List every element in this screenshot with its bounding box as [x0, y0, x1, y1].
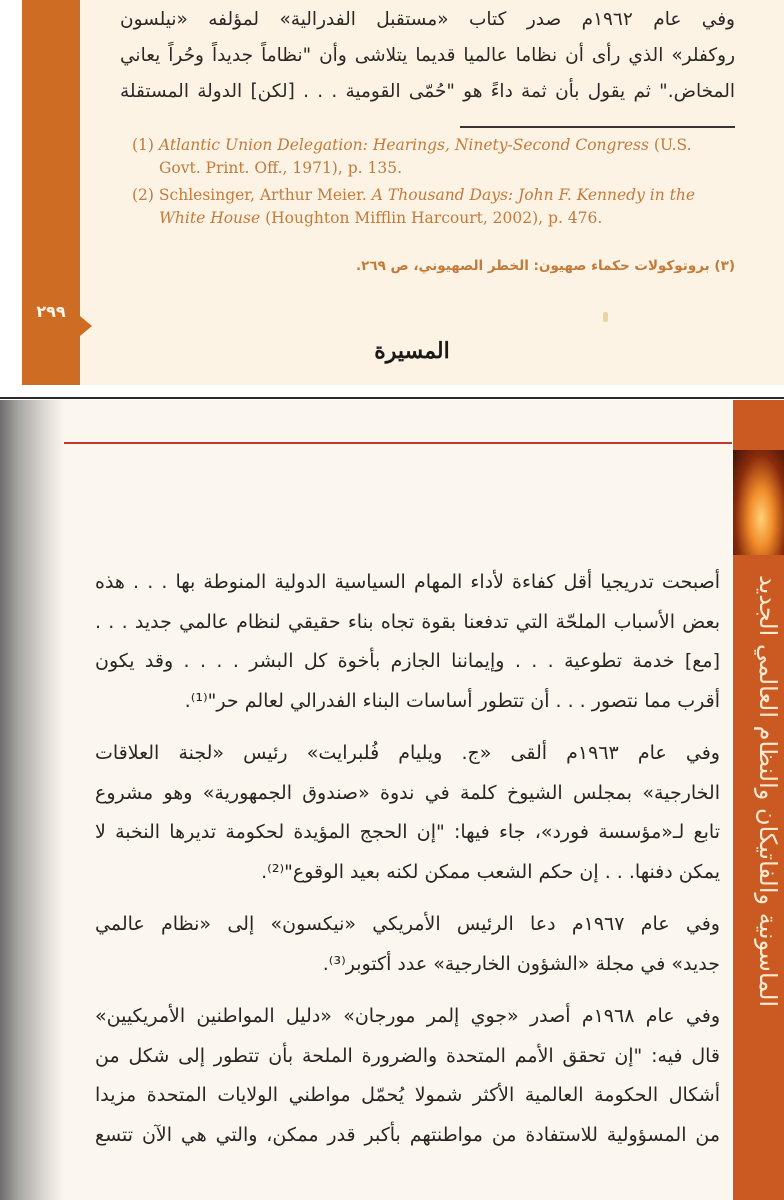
footnote-title: Atlantic Union Delegation: Hearings, Ninety-Second Congress: [158, 136, 649, 154]
calligraphy-logo: المسيرة: [374, 338, 450, 364]
body-line: وفي عام ١٩٦٨م أصدر «جوي إلمر مورجان» «دليل المواطنين الأمريكيين»: [95, 1005, 720, 1027]
body-line: أصبحت تدريجيا أقل كفاءة لأداء المهام السياسية الدولية المنوطة بها . . . هذه: [95, 571, 720, 593]
footnote-second-line: [132, 207, 732, 230]
footnote-title: A Thousand Days: John F. Kennedy in the: [371, 186, 696, 204]
paragraph-gap: [95, 984, 720, 997]
body-line: [مع] خدمة تطوعية . . . وإيماننا الجازم بأخوة كل البشر . . . . وقد يكون: [95, 650, 720, 672]
paper-speck: [603, 312, 608, 322]
header-rule: [64, 442, 732, 444]
footnote-1: [132, 134, 732, 180]
footnote-text: (Houghton Mifflin Harcourt, 2002), p. 476.: [265, 209, 603, 227]
footnote-title: White House: [159, 209, 261, 227]
body-line: روكفلر» الذي رأى أن نظاما عالميا قديما يتلاشى وأن "نظاماً جديداً وحُراً يعاني: [120, 45, 735, 66]
body-line: من المسؤولية للاستفادة من مواطنتهم بأكبر قدر ممكن، والتي هي الآن تتسع: [95, 1123, 720, 1146]
body-line: قال فيه: "إن تحقق الأمم المتحدة والضرورة الملحة بأن تتطور إلى شكل من: [95, 1044, 720, 1067]
footnote-2: [132, 184, 732, 230]
top-page-body-text: [120, 2, 735, 110]
body-line: تابع لـ«مؤسسة فورد»، جاء فيها: "إن الحجج المؤيدة لحكومة تديرها النخبة لا: [95, 821, 720, 843]
footnote-number: (1): [132, 136, 154, 154]
paragraph-gap: [95, 892, 720, 905]
body-line: أقرب مما نتصور . . . أن تتطور أساسات البناء الفدرالي لعالم حر"⁽¹⁾.: [184, 689, 720, 712]
footnote-3: (٣) بروتوكولات حكماء صهيون: الخطر الصهيوني، ص ٢٦٩.: [355, 258, 735, 274]
paragraph-gap: [95, 721, 720, 734]
bottom-page: [0, 400, 784, 1200]
footnotes: [132, 134, 732, 234]
page-number: ٢٩٩: [36, 302, 66, 321]
running-title: الماسونية والفاتيكان والنظام العالمي الجديد: [754, 575, 782, 1008]
bottom-page-body-text: [95, 563, 720, 1155]
top-page-side-bar: [22, 0, 80, 385]
footnote-divider: [460, 126, 735, 128]
body-line: الخارجية» بمجلس الشيوخ كلمة في ندوة «صندوق الجمهورية» وهو مشروع: [95, 781, 720, 804]
page-separator: [0, 397, 784, 399]
body-line: بعض الأسباب الملحّة التي تدفعنا بقوة تجاه بناء حقيقي لنظام عالمي جديد . . .: [95, 610, 720, 633]
book-spine-shadow: [0, 400, 64, 1200]
body-line: وفي عام ١٩٦٧م دعا الرئيس الأمريكي «نيكسون» إلى «نظام عالمي: [95, 913, 720, 935]
body-line: أشكال الحكومة العالمية الأكثر شمولا يُحمّل مواطني الولايات المتحدة مزيدا: [95, 1084, 720, 1106]
footnote-number: (2): [132, 186, 154, 204]
flame-image: [733, 450, 784, 555]
footnote-text: Govt. Print. Off., 1971), p. 135.: [159, 159, 402, 177]
footnote-text: (U.S.: [653, 136, 692, 154]
body-line: جديد» في مجلة «الشؤون الخارجية» عدد أكتوبر⁽³⁾.: [322, 952, 720, 975]
body-line: وفي عام ١٩٦٣م ألقى «ج. ويليام فُلبرايت» رئيس «لجنة العلاقات: [95, 742, 720, 764]
footnote-author: Schlesinger, Arthur Meier.: [158, 186, 367, 204]
body-line: يمكن دفنها. . . إن حكم الشعب ممكن لكنه بعيد الوقوع"⁽²⁾.: [261, 860, 720, 883]
body-line: المخاض." ثم يقول بأن ثمة داءً هو "حُمّى القومية . . . [لكن] الدولة المستقلة: [120, 81, 735, 102]
top-page: [0, 0, 784, 395]
body-line: وفي عام ١٩٦٢م صدر كتاب «مستقبل الفدرالية» لمؤلفه «نيلسون: [120, 9, 735, 30]
page-number-arrow-icon: [80, 316, 92, 336]
